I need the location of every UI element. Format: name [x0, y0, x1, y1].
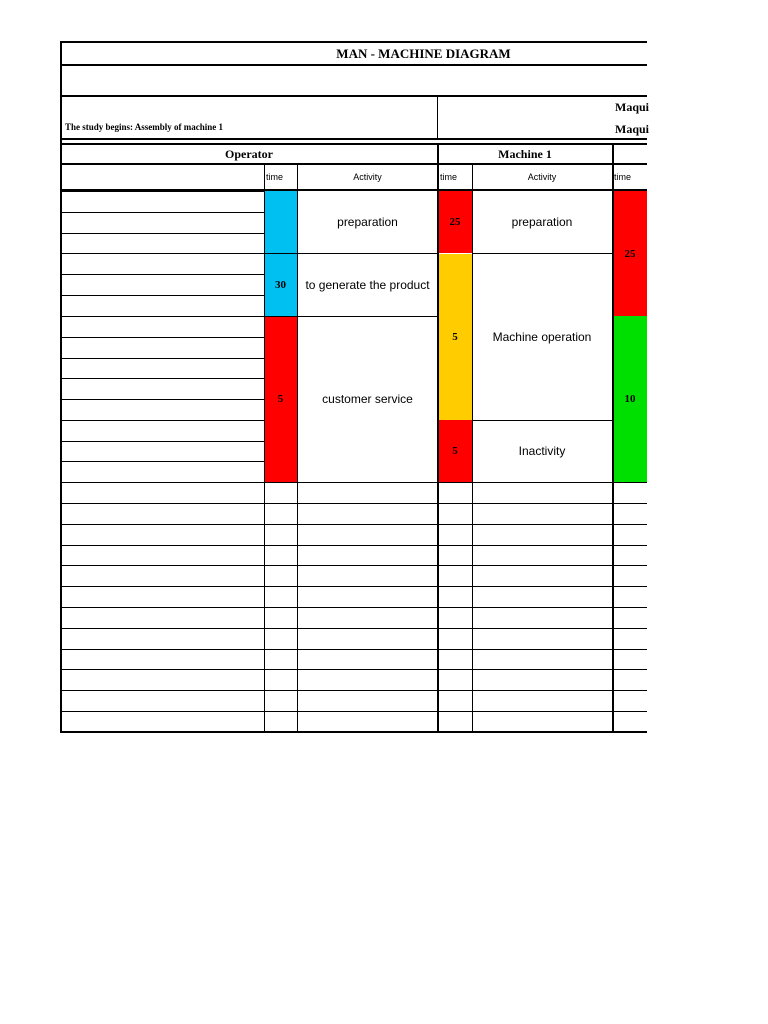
grid-line [264, 669, 647, 670]
machine1-activity-2: Machine operation [492, 330, 592, 344]
grid-line [60, 711, 264, 712]
grid-line [60, 95, 647, 97]
grid-line [60, 441, 264, 442]
machine1-time-block-2: 5 [438, 254, 472, 420]
grid-line [264, 316, 438, 317]
grid-line [264, 649, 647, 650]
machine2-time-block-1: 25 [613, 191, 647, 316]
grid-line [264, 586, 647, 587]
grid-line [60, 212, 264, 213]
machine1-header: Machine 1 [498, 147, 552, 161]
grid-line [60, 378, 264, 379]
grid-line [60, 274, 264, 275]
grid-line [60, 586, 264, 587]
grid-line [60, 731, 647, 733]
grid-line [60, 524, 264, 525]
grid-line [264, 607, 647, 608]
grid-line [60, 138, 647, 140]
operator-activity-1: preparation [337, 215, 398, 229]
study-begins-label: The study begins: Assembly of machine 1 [65, 122, 224, 132]
grid-line [472, 420, 612, 421]
operator-time-header: time [266, 172, 284, 182]
grid-line [60, 316, 264, 317]
machine1-activity-3: Inactivity [518, 444, 566, 458]
grid-line [264, 503, 647, 504]
machine1-time-block-3: 5 [438, 420, 472, 482]
grid-line [612, 143, 614, 731]
grid-line [60, 358, 264, 359]
operator-activity-header: Activity [353, 172, 382, 182]
grid-line [60, 669, 264, 670]
grid-line [264, 565, 647, 566]
man-machine-sheet [60, 41, 650, 733]
grid-line [60, 233, 264, 234]
operator-time-block-3: 5 [264, 316, 297, 482]
machine2-time-header: time [614, 172, 632, 182]
grid-line [60, 64, 647, 66]
grid-line [60, 337, 264, 338]
operator-time-block-2: 30 [264, 254, 297, 316]
grid-line [60, 482, 264, 483]
grid-line [60, 295, 264, 296]
grid-line [60, 503, 264, 504]
grid-line [60, 690, 264, 691]
grid-line [60, 649, 264, 650]
machine-label-1: Maqui [615, 100, 650, 114]
machine1-activity-1: preparation [511, 215, 573, 229]
machine1-time-header: time [440, 172, 458, 182]
grid-line [437, 95, 438, 139]
grid-line [472, 253, 612, 254]
grid-line [472, 163, 473, 731]
grid-line [60, 607, 264, 608]
grid-line [60, 628, 264, 629]
operator-activity-3: customer service [322, 392, 413, 406]
operator-time-block-1 [264, 191, 297, 253]
grid-line [60, 545, 264, 546]
grid-line [264, 524, 647, 525]
grid-line [60, 399, 264, 400]
grid-line [60, 461, 264, 462]
grid-line [60, 565, 264, 566]
grid-line [264, 253, 438, 254]
grid-line [60, 41, 62, 733]
grid-line [264, 545, 647, 546]
grid-line [60, 163, 647, 165]
grid-line [60, 191, 264, 192]
grid-line [264, 628, 647, 629]
diagram-title: MAN - MACHINE DIAGRAM [336, 46, 511, 61]
machine1-time-block-1: 25 [438, 191, 472, 253]
grid-line [297, 163, 298, 731]
grid-line [60, 143, 647, 145]
grid-line [60, 420, 264, 421]
grid-line [60, 41, 647, 43]
grid-line [264, 482, 647, 483]
grid-line [437, 143, 439, 731]
machine1-activity-header: Activity [527, 172, 557, 182]
machine-label-2: Maqui [615, 122, 650, 136]
grid-line [264, 711, 647, 712]
grid-line [264, 163, 265, 731]
operator-activity-2: to generate the product [305, 278, 430, 292]
machine2-time-block-2: 10 [613, 316, 647, 482]
grid-line [60, 253, 264, 254]
grid-line [264, 690, 647, 691]
operator-header: Operator [225, 147, 273, 161]
